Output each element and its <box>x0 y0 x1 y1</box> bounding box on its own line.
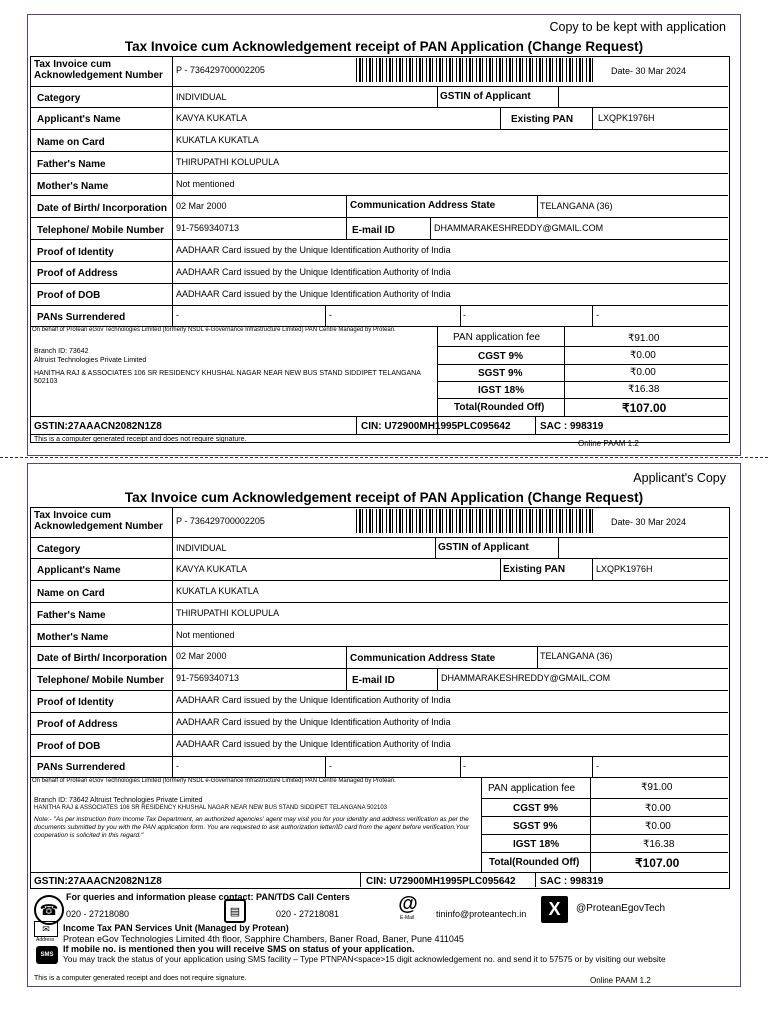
contact-email: tininfo@proteantech.in <box>436 909 527 919</box>
mobile-note: If mobile no. is mentioned then you will receive SMS on status of your application. <box>63 944 415 954</box>
online-paam: Online PAAM 1.2 <box>578 439 639 448</box>
fee-value-total: ₹107.00 <box>635 856 680 870</box>
fax-icon: ▤ <box>224 899 246 923</box>
cin: CIN: U72900MH1995PLC095642 <box>366 876 516 887</box>
sac: SAC : 998319 <box>540 876 604 887</box>
mother-name: Not mentioned <box>176 630 235 640</box>
existing-pan-label: Existing PAN <box>511 114 574 125</box>
sms-note: You may track the status of your application using SMS facility – Type PTNPAN<space>15 digit acknowledgement no. and send it to 57575 or by visiting our website <box>63 954 666 964</box>
branch-name: Altruist Technologies Private Limited <box>34 357 147 364</box>
online-paam: Online PAAM 1.2 <box>590 976 651 985</box>
ack-number: P - 736429700002205 <box>176 65 265 75</box>
call-center-phone-2: 020 - 27218081 <box>276 909 340 919</box>
category-value: INDIVIDUAL <box>176 543 227 553</box>
fee-value-igst: ₹16.38 <box>628 384 660 395</box>
phone-value: 91-7569340713 <box>176 223 240 233</box>
fee-label-total: Total(Rounded Off) <box>454 402 545 413</box>
mother-name: Not mentioned <box>176 179 235 189</box>
dob-label: Date of Birth/ Incorporation <box>37 653 167 664</box>
fee-value-sgst: ₹0.00 <box>630 367 656 378</box>
sms-icon: SMS <box>36 946 58 964</box>
email-value: DHAMMARAKESHREDDY@GMAIL.COM <box>434 223 604 233</box>
comm-state-label: Communication Address State <box>350 653 496 664</box>
fee-value-total: ₹107.00 <box>622 401 667 415</box>
name-on-card-label: Name on Card <box>37 137 105 148</box>
mother-name-label: Mother's Name <box>37 181 109 192</box>
fee-label-sgst: SGST 9% <box>478 368 523 379</box>
behalf-note: On behalf of Protean eGov Technologies Limited (formerly NSDL e-Governance Infrastructure Limited) PAN Centre Managed by Protean. <box>32 778 396 784</box>
pans-surrendered-3: - <box>463 310 466 320</box>
podob-value: AADHAAR Card issued by the Unique Identification Authority of India <box>176 289 451 299</box>
fee-label-igst: IGST 18% <box>513 839 560 850</box>
email-icon: @ <box>398 892 418 915</box>
computer-note: This is a computer generated receipt and does not require signature. <box>34 436 247 443</box>
phone-icon: ☎ <box>34 895 64 925</box>
queries-heading: For queries and information please contact: PAN/TDS Call Centers <box>66 892 350 902</box>
fee-value-pan: ₹91.00 <box>641 782 673 793</box>
barcode <box>356 509 594 533</box>
gstin: GSTIN:27AAACN2082N1Z8 <box>34 421 162 432</box>
fee-label-total: Total(Rounded Off) <box>489 857 580 868</box>
fee-label-pan: PAN application fee <box>453 332 541 343</box>
father-name: THIRUPATHI KOLUPULA <box>176 157 280 167</box>
pans-surrendered-2: - <box>329 310 332 320</box>
email-icon-label: E-Mail <box>400 915 415 921</box>
poi-label: Proof of Identity <box>37 247 114 258</box>
dob-label: Date of Birth/ Incorporation <box>37 203 167 214</box>
fee-label-cgst: CGST 9% <box>513 803 559 814</box>
pans-surrendered-4: - <box>596 761 599 771</box>
barcode <box>356 58 594 82</box>
fee-value-pan: ₹91.00 <box>628 333 660 344</box>
branch-id: Branch ID: 73642 <box>34 348 89 355</box>
fee-label-igst: IGST 18% <box>478 385 525 396</box>
pans-surrendered-3: - <box>463 761 466 771</box>
verification-note: Note:- "As per instruction from Income Tax Department, an authorized agencies' agent may visit you for your identity and address verification as per the documents submitted by you with the PAN application form. You are requested to ask authorization letter/ID card from the agent before verification.Your cooperation is solicited in this regard." <box>34 816 470 839</box>
existing-pan-label: Existing PAN <box>503 564 566 575</box>
poi-value: AADHAAR Card issued by the Unique Identification Authority of India <box>176 695 451 705</box>
copy-header: Copy to be kept with application <box>549 20 726 34</box>
envelope-icon: ✉ <box>34 921 58 937</box>
name-on-card-label: Name on Card <box>37 588 105 599</box>
poa-label: Proof of Address <box>37 719 118 730</box>
dob-value: 02 Mar 2000 <box>176 651 227 661</box>
phone-value: 91-7569340713 <box>176 673 240 683</box>
poa-value: AADHAAR Card issued by the Unique Identification Authority of India <box>176 717 451 727</box>
fee-label-sgst: SGST 9% <box>513 821 558 832</box>
pans-surrendered-label: PANs Surrendered <box>37 312 126 323</box>
sac: SAC : 998319 <box>540 421 604 432</box>
x-twitter-icon: X <box>541 896 568 923</box>
receipt-date: Date- 30 Mar 2024 <box>611 66 687 76</box>
podob-label: Proof of DOB <box>37 290 101 301</box>
category-label: Category <box>37 93 81 104</box>
receipt-title: Tax Invoice cum Acknowledgement receipt of PAN Application (Change Request) <box>124 39 644 54</box>
category-label: Category <box>37 544 81 555</box>
pans-surrendered-1: - <box>176 761 179 771</box>
cin: CIN: U72900MH1995PLC095642 <box>361 421 511 432</box>
branch-address: HANITHA RAJ & ASSOCIATES 106 SR RESIDENCY KHUSHAL NAGAR NEAR NEW BUS STAND SIDDIPET TELANGANA 502103 <box>34 370 421 385</box>
mother-name-label: Mother's Name <box>37 632 109 643</box>
unit-address: Protean eGov Technologies Limited 4th floor, Sapphire Chambers, Baner Road, Baner, Pune 411045 <box>63 934 464 944</box>
fee-value-cgst: ₹0.00 <box>630 350 656 361</box>
branch-address: HANITHA RAJ & ASSOCIATES 106 SR RESIDENCY KHUSHAL NAGAR NEAR NEW BUS STAND SIDDIPET TELANGANA 502103 <box>34 805 387 811</box>
gstin-applicant-label: GSTIN of Applicant <box>440 91 531 102</box>
phone-label: Telephone/ Mobile Number <box>37 675 165 686</box>
fee-label-pan: PAN application fee <box>488 783 576 794</box>
comm-state: TELANGANA (36) <box>540 651 613 661</box>
behalf-note: On behalf of Protean eGov Technologies Limited (formerly NSDL e-Governance Infrastructure Limited) PAN Centre Managed by Protean. <box>32 327 396 333</box>
gstin: GSTIN:27AAACN2082N1Z8 <box>34 876 162 887</box>
poi-label: Proof of Identity <box>37 697 114 708</box>
cut-line <box>0 457 768 458</box>
ack-number: P - 736429700002205 <box>176 516 265 526</box>
email-value: DHAMMARAKESHREDDY@GMAIL.COM <box>441 673 611 683</box>
twitter-handle: @ProteanEgovTech <box>576 903 666 914</box>
pans-surrendered-2: - <box>329 761 332 771</box>
father-name-label: Father's Name <box>37 610 106 621</box>
podob-label: Proof of DOB <box>37 741 101 752</box>
pans-surrendered-4: - <box>596 310 599 320</box>
branch-line: Branch ID: 73642 Altruist Technologies Private Limited <box>34 797 203 804</box>
category-value: INDIVIDUAL <box>176 92 227 102</box>
name-on-card: KUKATLA KUKATLA <box>176 586 259 596</box>
poa-value: AADHAAR Card issued by the Unique Identification Authority of India <box>176 267 451 277</box>
poi-value: AADHAAR Card issued by the Unique Identification Authority of India <box>176 245 451 255</box>
call-center-phone-1: 020 - 27218080 <box>66 909 130 919</box>
applicant-name-label: Applicant's Name <box>37 114 121 125</box>
comm-state: TELANGANA (36) <box>540 201 613 211</box>
applicant-name: KAVYA KUKATLA <box>176 113 248 123</box>
father-name-label: Father's Name <box>37 159 106 170</box>
podob-value: AADHAAR Card issued by the Unique Identification Authority of India <box>176 739 451 749</box>
existing-pan: LXQPK1976H <box>596 564 653 574</box>
poa-label: Proof of Address <box>37 268 118 279</box>
applicant-name-label: Applicant's Name <box>37 565 121 576</box>
fee-value-cgst: ₹0.00 <box>645 803 671 814</box>
email-label: E-mail ID <box>352 225 395 236</box>
receipt-title: Tax Invoice cum Acknowledgement receipt of PAN Application (Change Request) <box>124 490 644 505</box>
name-on-card: KUKATLA KUKATLA <box>176 135 259 145</box>
ack-number-label: Tax Invoice cum Acknowledgement Number <box>34 59 163 81</box>
copy-header: Applicant's Copy <box>633 471 726 485</box>
fee-value-sgst: ₹0.00 <box>645 821 671 832</box>
unit-title: Income Tax PAN Services Unit (Managed by Protean) <box>63 923 289 933</box>
comm-state-label: Communication Address State <box>350 200 496 211</box>
applicant-name: KAVYA KUKATLA <box>176 564 248 574</box>
ack-number-label: Tax Invoice cum Acknowledgement Number <box>34 510 163 532</box>
fee-value-igst: ₹16.38 <box>643 839 675 850</box>
existing-pan: LXQPK1976H <box>598 113 655 123</box>
pans-surrendered-1: - <box>176 310 179 320</box>
email-label: E-mail ID <box>352 675 395 686</box>
father-name: THIRUPATHI KOLUPULA <box>176 608 280 618</box>
computer-note: This is a computer generated receipt and does not require signature. <box>34 975 247 982</box>
dob-value: 02 Mar 2000 <box>176 201 227 211</box>
gstin-applicant-label: GSTIN of Applicant <box>438 542 529 553</box>
receipt-date: Date- 30 Mar 2024 <box>611 517 687 527</box>
pans-surrendered-label: PANs Surrendered <box>37 762 126 773</box>
phone-label: Telephone/ Mobile Number <box>37 225 165 236</box>
address-icon-label: Address <box>36 937 55 943</box>
fee-label-cgst: CGST 9% <box>478 351 524 362</box>
